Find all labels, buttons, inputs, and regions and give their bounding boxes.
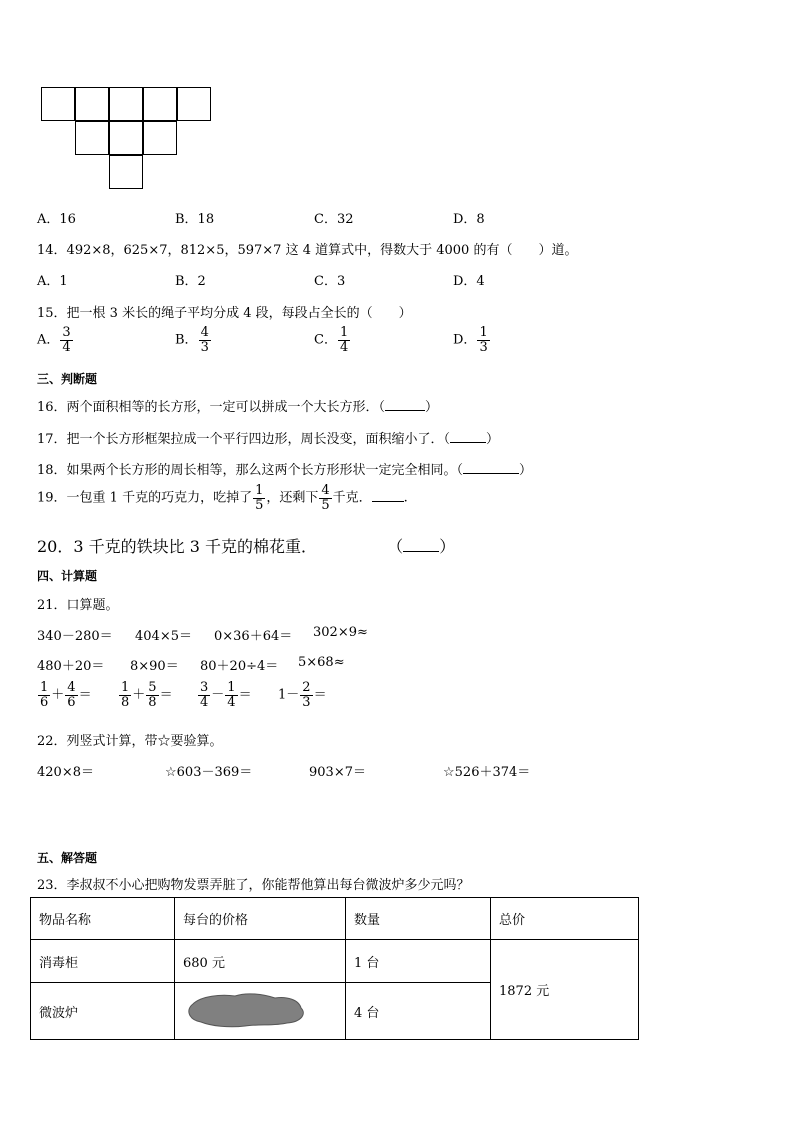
item-name-cell: 微波炉 [31,983,175,1040]
q14-option-d[interactable]: D．4 [453,274,485,289]
q21-title: 21．口算题。 [37,598,119,613]
q15-option-c[interactable] [314,326,351,354]
section-heading: 五、解答题 [37,851,98,865]
answer-blank[interactable] [372,501,404,502]
table-row [31,940,639,983]
q23-text: 23．李叔叔不小心把购物发票弄脏了，你能帮他算出每台微波炉多少元吗？ [37,878,470,893]
quantity-cell: 4 台 [346,983,491,1040]
table-header-row [31,898,639,940]
smudge-shape [189,994,303,1027]
calc-item: $\frac{3}{4}$ － $\frac{1}{4}$ ＝ [200,680,252,710]
calc-item: 302×9≈ [313,625,368,640]
table-header-cell: 物品名称 [31,898,175,940]
answer-blank[interactable] [463,473,519,474]
fraction: $\frac{1}{3}$ [479,325,488,355]
fraction: $\frac{4}{5}$ [321,483,330,513]
invoice-table [30,897,639,1040]
calc-item: 8×90＝ [130,659,179,674]
fraction: $\frac{2}{3}$ [302,680,311,710]
calc-item: ☆603－369＝ [165,765,253,780]
fraction: $\frac{1}{4}$ [227,680,236,710]
q15-text: 15．把一根 3 米长的绳子平均分成 4 段，每段占全长的（ ） [37,306,412,321]
total-cell: 1872 元 [491,940,639,1040]
calc-item: 80＋20÷4＝ [200,659,279,674]
option-label: C． [314,332,337,348]
q13-option-b[interactable]: B．18 [175,212,215,227]
q14-option-b[interactable]: B．2 [175,274,206,289]
q16-text: 16．两个面积相等的长方形，一定可以拼成一个大长方形．（ ） [37,400,439,415]
fraction: $\frac{4}{6}$ [67,680,76,710]
answer-blank[interactable] [403,551,439,552]
answer-blank[interactable] [385,410,425,411]
section-heading: 三、判断题 [37,372,98,386]
section-heading: 四、计算题 [37,569,98,583]
q13-option-a[interactable]: A．16 [37,212,76,227]
q22-title: 22．列竖式计算，带☆要验算。 [37,734,223,749]
option-label: B． [175,332,198,348]
table-header-cell: 数量 [346,898,491,940]
table-header-cell: 总价 [491,898,639,940]
fraction: $\frac{4}{3}$ [200,325,209,355]
q14-option-c[interactable]: C．3 [314,274,346,289]
grid-cell [41,87,75,121]
q13-option-d[interactable]: D．8 [453,212,485,227]
price-cell [175,983,346,1040]
q13-option-c[interactable]: C．32 [314,212,354,227]
calc-item: 340－280＝ [37,629,113,644]
grid-cell [109,155,143,189]
fraction: $\frac{5}{8}$ [148,680,157,710]
grid-cell [143,87,177,121]
grid-cell [109,121,143,155]
calc-item: ☆526＋374＝ [443,765,531,780]
calc-item: $\frac{1}{8}$ ＋ $\frac{5}{8}$ ＝ [121,680,173,710]
calc-item: $\frac{1}{6}$ ＋ $\frac{4}{6}$ ＝ [40,680,92,710]
q18-text: 18．如果两个长方形的周长相等，那么这两个长方形形状一定完全相同。（ ） [37,463,533,478]
price-cell: 680 元 [175,940,346,983]
calc-item: 480＋20＝ [37,659,105,674]
grid-cell [75,87,109,121]
q14-option-a[interactable]: A．1 [37,274,68,289]
calc-item: 0×36＋64＝ [214,629,293,644]
option-label: A． [37,332,60,348]
fraction: $\frac{1}{8}$ [121,680,130,710]
fraction: $\frac{3}{4}$ [62,325,71,355]
fraction: $\frac{3}{4}$ [200,680,209,710]
q14-text: 14．492×8，625×7，812×5，597×7 这 4 道算式中，得数大于 4000 的有（ ）道。 [37,243,578,258]
option-label: D． [453,332,477,348]
calc-item: 404×5＝ [135,629,192,644]
grid-cell [143,121,177,155]
q20-text: 20．3 千克的铁块比 3 千克的棉花重． （ ） [37,537,456,556]
calc-item: 5×68≈ [298,655,345,670]
q17-text: 17．把一个长方形框架拉成一个平行四边形，周长没变，面积缩小了．（ ） [37,432,500,447]
q19-text: 19．一包重 1 千克的巧克力，吃掉了 $\frac{1}{5}$ ，还剩下 $\frac{4}{5}$ 千克． . [37,483,408,513]
calc-item: 420×8＝ [37,765,94,780]
fraction: $\frac{1}{6}$ [40,680,49,710]
q15-option-b[interactable] [175,326,212,354]
fraction: $\frac{1}{4}$ [339,325,349,355]
calc-item: 1－ $\frac{2}{3}$ ＝ [278,680,327,710]
answer-blank[interactable] [450,442,486,443]
grid-figure [0,0,260,200]
quantity-cell: 1 台 [346,940,491,983]
grid-cell [75,121,109,155]
fraction: $\frac{1}{5}$ [255,483,264,513]
table-header-cell: 每台的价格 [175,898,346,940]
grid-cell [109,87,143,121]
item-name-cell: 消毒柜 [31,940,175,983]
q15-option-a[interactable] [37,326,74,354]
q15-option-d[interactable] [453,326,491,354]
grid-cell [177,87,211,121]
ink-smudge-icon [183,990,307,1028]
calc-item: 903×7＝ [309,765,366,780]
